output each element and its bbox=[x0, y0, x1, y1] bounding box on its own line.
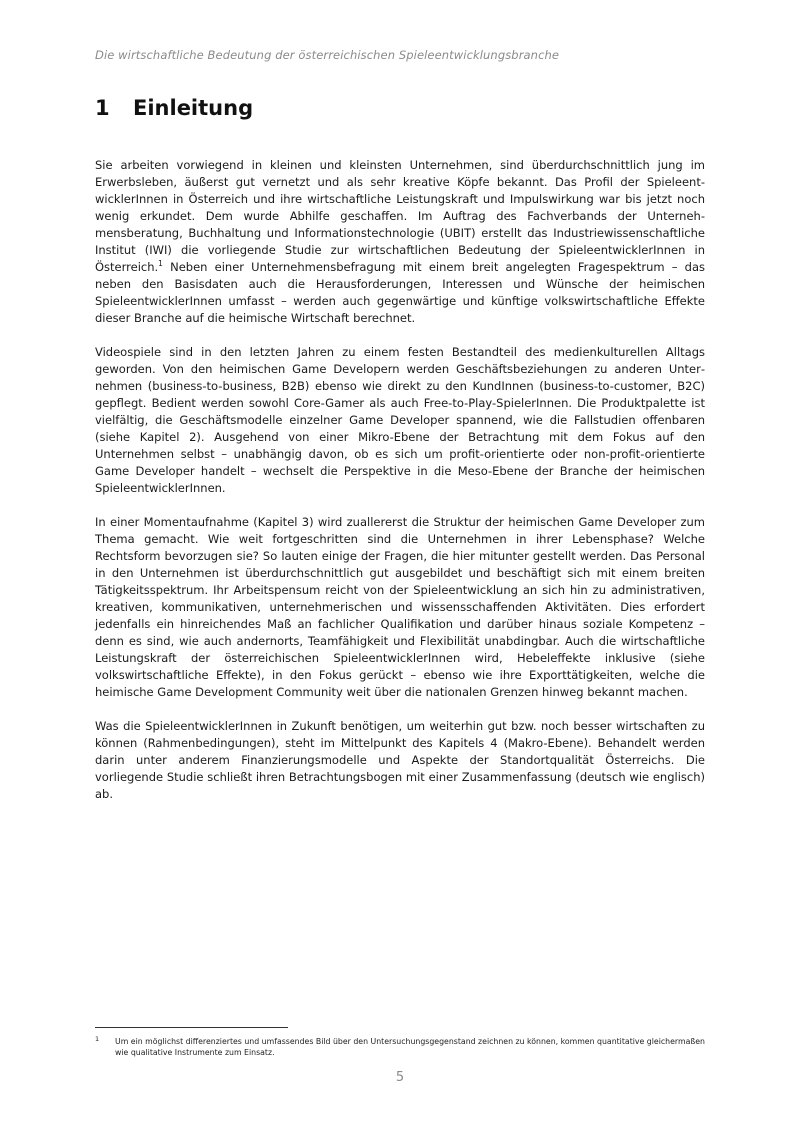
page-number: 5 bbox=[395, 1070, 405, 1085]
chapter-number: 1 bbox=[95, 96, 110, 120]
footnote-reference-1[interactable]: 1 bbox=[158, 259, 163, 269]
footnote-number: 1 bbox=[95, 1035, 100, 1043]
paragraph-1-text-start: Sie arbeiten vorwiegend in kleinen und kleinsten Unternehmen, sind überdurchschnittlich jung im Erwerbsleben, äußerst gut vernetzt und als sehr kreative Köpfe bekannt. Das Profil der SpieleentwicklerInnen in Österreich und ihre wirtschaftliche Leistungskraft und Impulswirkung war bis jetzt noch wenig erkundet. Dem wurde Abhilfe geschaffen. Im Auftrag des Fachverbands der Unternehmensberatung, Buchhaltung und Informationstechnologie (UBIT) erstellt das Industriewissenschaftliche Institut (IWI) die vorliegende Studie zur wirtschaftlichen Bedeutung der SpieleentwicklerInnen in Österreich. bbox=[95, 158, 705, 274]
footnote-1 bbox=[95, 1036, 705, 1058]
paragraph-2: Videospiele sind in den letzten Jahren zu einem festen Bestandteil des medienkulturellen Alltags geworden. Von den heimischen Game Developern werden Geschäftsbeziehungen zu anderen Unternehmen (business-to-business, B2B) ebenso wie direkt zu den KundInnen (business-to-customer, B2C) gepflegt. Bedient werden sowohl Core-Gamer als auch Free-to-Play-SpielerInnen. Die Produktpalette ist vielfältig, die Geschäftsmodelle einzelner Game Developer spannend, wie die Fallstudien offenbaren (siehe Kapitel 2). Ausgehend von einer Mikro-Ebene der Betrachtung mit dem Fokus auf den Unternehmen selbst – unabhängig davon, ob es sich um profit-orientierte oder non-profit-orientierte Game Developer handelt – wechselt die Perspektive in die Meso-Ebene der Branche der heimischen SpieleentwicklerInnen. bbox=[95, 345, 705, 495]
paragraph-3: In einer Momentaufnahme (Kapitel 3) wird zuallererst die Struktur der heimischen Game Developer zum Thema gemacht. Wie weit fortgeschritten sind die Unternehmen in ihrer Lebensphase? Welche Rechtsform bevorzugen sie? So lauten einige der Fragen, die hier mitunter gestellt werden. Das Personal in den Unternehmen ist überdurchschnittlich gut ausgebildet und beschäftigt sich mit einem breiten Tätigkeitsspektrum. Ihr Arbeitspensum reicht von der Spieleentwicklung an sich hin zu administrativen, kreativen, kommunikativen, unternehmerischen und wissensschaffenden Aktivitäten. Dies erfordert jedenfalls ein hinreichendes Maß an fachlicher Qualifikation und darüber hinaus soziale Kompetenz – denn es sind, wie auch andernorts, Teamfähigkeit und Flexibilität unabdingbar. Auch die wirtschaftliche Leistungskraft der österreichischen SpieleentwicklerInnen wird, Hebeleffekte inklusive (siehe volkswirtschaftliche Effekte), in den Fokus gerückt – ebenso wie ihre Exporttätigkeiten, welche die heimische Game Development Community weit über die nationalen Grenzen hinweg bekannt machen. bbox=[95, 515, 705, 699]
chapter-title bbox=[95, 96, 253, 120]
paragraph-1-text-end: Neben einer Unternehmensbefragung mit einem breit angelegten Fragespektrum – das neben den Basisdaten auch die Herausforderungen, Interessen und Wünsche der heimischen SpieleentwicklerInnen umfasst – werden auch gegenwärtige und künftige volkswirtschaftliche Effekte dieser Branche auf die heimische Wirtschaft berechnet. bbox=[95, 260, 705, 325]
footnote-divider bbox=[95, 1027, 288, 1028]
body-text bbox=[95, 157, 705, 820]
chapter-heading-text: Einleitung bbox=[133, 96, 254, 120]
footnote-text: Um ein möglichst differenziertes und umfassendes Bild über den Untersuchungsgegenstand zeichnen zu können, kommen quantitative gleichermaßen wie qualitative Instrumente zum Einsatz. bbox=[115, 1037, 705, 1057]
paragraph-1 bbox=[95, 157, 705, 327]
running-header: Die wirtschaftliche Bedeutung der österreichischen Spieleentwicklungsbranche bbox=[95, 48, 560, 62]
paragraph-4: Was die SpieleentwicklerInnen in Zukunft benötigen, um weiterhin gut bzw. noch besser wirtschaften zu können (Rahmenbedingungen), steht im Mittelpunkt des Kapitels 4 (Makro-Ebene). Behandelt werden darin unter anderem Finanzierungsmodelle und Aspekte der Standortqualität Österreichs. Die vorliegende Studie schließt ihren Betrachtungsbogen mit einer Zusammenfassung (deutsch wie englisch) ab. bbox=[95, 719, 705, 801]
